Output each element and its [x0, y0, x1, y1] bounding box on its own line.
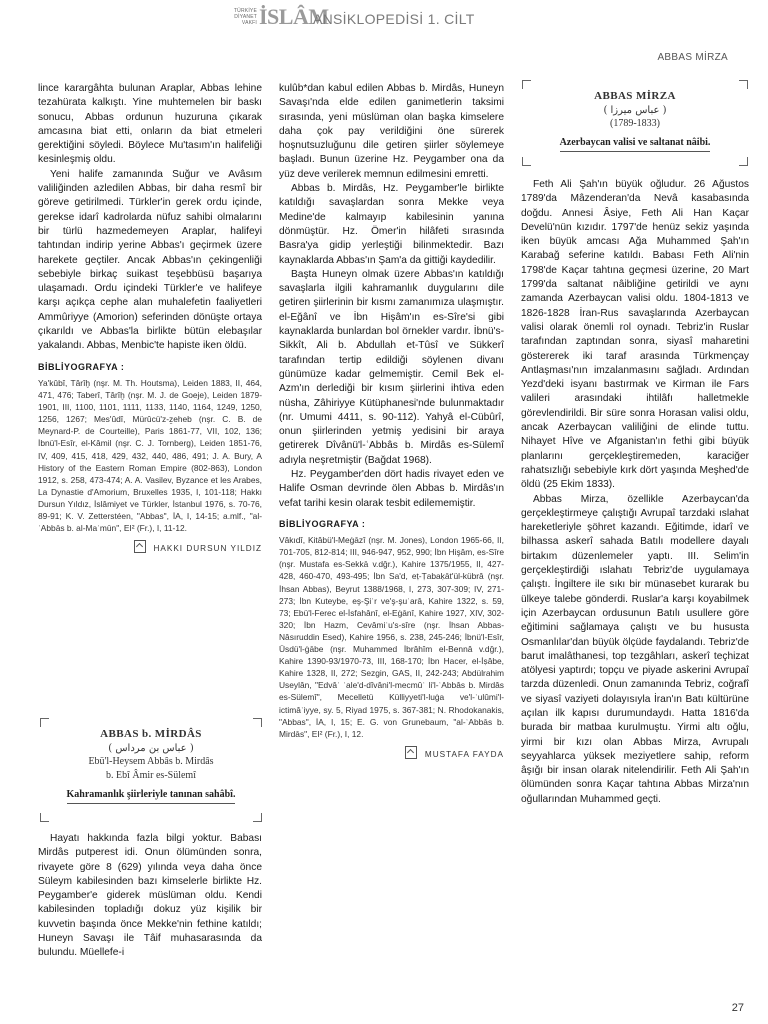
paragraph: lince karargâhta bulunan Araplar, Abbas lehine tezahürata kalkıştı. Yine muhtemelen bir baskı sonucu, Abbas ordunun huzuruna çıkarak amcasına biat etti, onların da biat etmeleri gerektiğini söyledi. Böylece Mu'tasım'ın halifeliği kesinleşmiş oldu.	[38, 83, 262, 166]
entry-heading-abbas-b-mirdas	[40, 718, 262, 822]
author-name: HAKKI DURSUN YILDIZ	[153, 544, 262, 554]
home-icon	[405, 746, 417, 759]
bibliography-heading: BİBLİYOGRAFYA :	[38, 361, 125, 372]
brand-logo-islam: İSLÂM	[259, 4, 329, 29]
entry-full-name-2: b. Ebî Âmir es-Sülemî	[106, 770, 196, 781]
column-3	[521, 178, 749, 807]
bibliography-text: Vâkıdî, Kitâbü'l-Meġāzî (nşr. M. Jones), London 1965-66, II, 701-705, 812-814; III, 946-947, 952, 990; İbn Hişâm, es-Sîre (nşr. Mustafa es-Sekkā v.dğr.), Kahire 1375/1955, II, 427-428, 460-470, 493-495; İbn Sa'd, eṭ-Ṭabaḳāt'ül-kübrâ (nşr. İhsan Abbas), Beyrut 1388/1968, I, 273, 307-309; IV, 271-273; İbn Kuteybe, eş-Şiʿr ve'ş-şuʿarâ, Kahire 1322, s. 59, 73; Ebü'l-Ferec el-İsfahânî, el-Eġānî, Kahire 1927, XIV, 302-320; İbn Hazm, Cevâmiʿu's-sîre (nşr. İhsan Abbas-Nâsıruddin Esed), Kahire 1956, s. 238, 245-246; İbnü'l-Esîr, Üsdü'l-ġābe (nşr. Muhammed İbrâhîm el-Bennâ v.dğr.), Kahire 1390-93/1970-73, III, 168-170; İbn Hacer, el-İṣâbe, Kahire 1328, II, 272; Sezgin, GAS, II, 242-243; Abdülrahim Useylân, "Edvâʾ ʿale'd-dîvâni'l-mecmûʿ li'l-ʿAbbâs b. Mirdâs es-Sülemî", Mecelletü Külliyyeti'l-luġa ve'l-ʿulûmi'l-ictimâʿiyye, sy. 5, Riyad 1975, s. 367-381; N. Rhodokanakis, "Abbas", İA, I, 15; E. G. von Grunebaum, "al-ʿAbbās b. Mirdās", EI² (Fr.), I, 12.	[279, 535, 504, 739]
paragraph: Yeni halife zamanında Suğur ve Avâsım valiliğinden azledilen Abbas, bir daha resmî bir göreve getirilmedi. Türkler'in gerek ordu içinde, gerekse idarî kadrolarda nüfuz sahibi olmalarını bir türlü hazmedemeyen Araplar, halifeyi tahtından indirip yerine Abbas'ı geçirmek üzere harekete geçtiler. Ancak Abbas'ın çekingenliği sebebiyle birkaç suikast teşebbüsü başarıya ulaşamadı. Ordu içindeki Türkler'e ve halifeye karşı açıkça cephe alan muhalefetin faaliyetleri Ammûriyye (Amorion) seferinden dönüşte ortaya çıkarıldı ve Abbas'la birlikte bütün elebaşılar yakalandı. Abbas, Menbic'te hapiste iken öldü.	[38, 168, 262, 352]
entry-years: (1789-1833)	[610, 118, 660, 129]
page-number: 27	[731, 1002, 744, 1014]
entry-arabic-name: ( عباس بن مرداس )	[108, 743, 194, 754]
home-icon	[134, 540, 146, 553]
publisher-mark	[229, 8, 257, 26]
entry-full-name-1: Ebü'l-Heysem Abbâs b. Mirdâs	[88, 756, 214, 767]
entry-description: Kahramanlık şiirleriyle tanınan sahâbî.	[67, 789, 236, 804]
entry-arabic-name: ( عباس ميرزا )	[603, 105, 667, 116]
entry-title: ABBAS MİRZA	[594, 90, 676, 102]
paragraph: kulûb*dan kabul edilen Abbas b. Mirdâs, Huneyn Savaşı'nda elde edilen ganimetlerin taksimi sırasında, yeni müslüman olan başka kimselere daha çok pay verildiğini öne sürerek hoşnutsuzluğunu dile getiren şiirler söylemeye başladı. Bunun üzerine Hz. Peygamber ona da yüz deve verilerek memnun edilmesini emretti.	[279, 83, 504, 180]
column-1-lower	[38, 832, 262, 961]
bibliography-heading: BİBLİYOGRAFYA :	[279, 518, 366, 529]
paragraph: Hz. Peygamber'den dört hadis rivayet eden ve Halife Osman devrinde ölen Abbas b. Mirdâs'ın vefat tarihi kesin olarak tesbit edilememiştir.	[279, 469, 504, 509]
publisher-line-2: DİYANET	[234, 14, 257, 20]
paragraph: Feth Ali Şah'ın büyük oğludur. 26 Ağustos 1789'da Mâzenderan'da Nevâ kasabasında doğdu. Annesi Âsiye, Feth Ali Han Kaçar Develü'nün kızıdır. 1797'de henüz sekiz yaşında iken büyük amcası Ağa Muhammed Şah'ın Karabağ seferine katıldı. Babası Feth Ali'nin 1798'de Kaçar tahtına geçmesi üzerine, 20 Mart 1799'da saltanat nâibliğine getirildi ve aynı zamanda Azerbaycan valisi oldu. 1804-1813 ve 1826-1828 İran-Rus savaşlarında Azerbaycan valisi olarak önemli rol oynadı. Tebriz'in Ruslar tarafından zaptından sonra, siyasî maharetini göstererek iki taraf arasında Türkmençay Antlaşması'nın imzalanmasını sağladı. Ardından Yezd'deki isyanı bastırmak ve Kirman ile Fars valileri arasındaki ihtilâfı halletmekle görevlendirildi. Bir süre sonra Horasan valisi oldu, ancak Azerbaycan valiliğini de elinde tuttu. Nihayet Hîve ve Afganistan'ın fethi gibi büyük planlarını gerçekleştiremeden, karaciğer rahatsızlığı sebebiyle kırk dört yaşında Meşhed'de öldü (25 Ekim 1833).	[521, 179, 749, 491]
entry-heading-abbas-mirza	[522, 80, 748, 166]
entry-description: Azerbaycan valisi ve saltanat nâibi.	[560, 137, 711, 152]
author-signature	[279, 746, 504, 762]
publisher-line-1: TÜRKİYE	[233, 8, 257, 14]
paragraph: Başta Huneyn olmak üzere Abbas'ın katıldığı savaşlarla ilgili kahramanlık duygularını dile getiren şiirlerinin bir kısmı zamanımıza ulaşmıştır. el-Eğânî ve İbn Hişâm'ın es-Sîre'si gibi kaynaklarda bunlardan bol örnekler vardır. İbnü's-Sikkît, Ali b. Abdullah et-Tûsî ve Sükkerî tarafından tertip edildiği söylenen divanı günümüze kadar gelmemiştir. Cemil Bek el-Azm'ın derlediği bir kısım şiirlerini ihtiva eden nüsha, Zâhiriyye Kütüphanesi'nde bulunmaktadır (nr. Umumi 4411, s. 90-112). Yahyâ el-Cübûrî, onun şiirlerinden yetmiş yedisini bir araya getirerek Dîvânü'l-ʿAbbâs b. Mirdâs es-Sülemî adıyla neşretmiştir (Bağdat 1968).	[279, 268, 504, 466]
paragraph: Hayatı hakkında fazla bilgi yoktur. Babası Mirdâs putperest idi. Onun ölümünden sonra, rivayete göre 8 (629) yılında veya daha önce Süleym kabilesinden bazı kimselerle birlikte Hz. Peygamber'e giderek müslüman oldu. Kendi kabilesinden topladığı dokuz yüz kişilik bir kuvvetin başında önce Mekke'nin fethine katıldı; Huneyn Savaşı ile Tâif muhasarasında da bulundu. Müellefe-i	[38, 833, 262, 959]
bibliography-text: Ya'kûbî, Târîḫ (nşr. M. Th. Houtsma), Leiden 1883, II, 464, 471, 476; Taberî, Târîḫ (nşr. M. J. de Goeje), Leiden 1879-1901, III, 1100, 1101, 1111, 1133, 1140, 1164, 1249, 1250, 1256, 1267; Mes'ûdî, Mürûcü'z-ẕeheb (nşr. C. B. de Meynard-P. de Courteille), Paris 1861-77, VII, 102, 136; İbnü'l-Esîr, el-Kâmil (nşr. C. J. Tornberg), Leiden 1851-76, IV, 409, 415, 418, 429, 432, 440, 486, 491; J. A. Bury, A History of the Eastern Roman Empire (802-863), London 1912, s. 258, 473-474; A. A. Vasilev, Byzance et les Arabes, La Dynastie d'Amorium, Bruxelles 1935, I, 101-118; Hakkı Dursun Yıldız, İslâmiyet ve Türkler, İstanbul 1976, s. 70-76, 89-91; K. V. Zetterstéen, "Abbas", İA, I, 14-15; a.mlf., "al- ʿAbbās b. al-Maʾmūn", EI² (Fr.), I, 11-12.	[38, 377, 262, 534]
author-name: MUSTAFA FAYDA	[424, 749, 504, 759]
paragraph: Abbas b. Mirdâs, Hz. Peygamber'le birlikte katıldığı savaşlardan sonra Mekke veya Medine'de kalmayıp kabilesinin yanına dönmüştür. Hz. Ömer'in hilâfeti sırasında Basra'ya gidip yerleştiği bilinmektedir. Bazı kaynaklarda Abbas'ın Şam'a da gittiği kaydedilir.	[279, 183, 504, 266]
encyclopedia-volume-title: ANSİKLOPEDİSİ 1. CİLT	[313, 11, 475, 27]
author-signature	[38, 540, 262, 556]
entry-title: ABBAS b. MİRDÂS	[100, 728, 202, 740]
paragraph: Abbas Mirza, özellikle Azerbaycan'da gerçekleştirmeye çalıştığı Avrupaî tarzdaki ıslahat hareketleriyle şöhret kazandı. Eğitimde, idarî ve bilhassa askerî sahada Batılı modellere dayalı birtakım düzenlemeler yaptı. III. Selim'in gerçekleştirdiği ıslahatı Tebriz'de uygulamaya çalıştı. İngiltere ile sıkı bir münasebet kurarak bu ülkeye talebe gönderdi. Ruslar'a karşı koyabilmek için Azerbaycan ordusunun Batılı usullere göre eğitimini sağlamaya çalıştı ve bu hususta Osmanlılar'dan büyük ölçüde faydalandı. Tebriz'de barut imalâthanesi, top tezgâhları, askerî teçhizat atölyesi yaptırdı; topçu ve piyade askerini Avrupaî tarzda düzenledi. Onun zamanında Tebriz, coğrafî ve siyasî vaziyeti dolayısıyla İran'ın Batı kültürüne açılan ilk kapısı durumundaydı. Hatta 1816'da burada bir matbaa kurulmuştu. Yirmi altı oğlu, yirmi bir kızı olan Abbas Mirza, Avrupalı seyyahlarca yüksek meziyetlere sahip, reform âşığı bir insan olarak nitelendirilir. Feth Ali Şah'ın ölümünden sonra Kaçar tahtına Abbas Mirza'nın oğullarından Muhammed geçti.	[521, 493, 749, 805]
column-1	[38, 82, 262, 556]
running-head: ABBAS MİRZA	[657, 52, 728, 63]
publisher-line-3: VAKFI	[241, 20, 257, 26]
column-2	[279, 82, 504, 762]
